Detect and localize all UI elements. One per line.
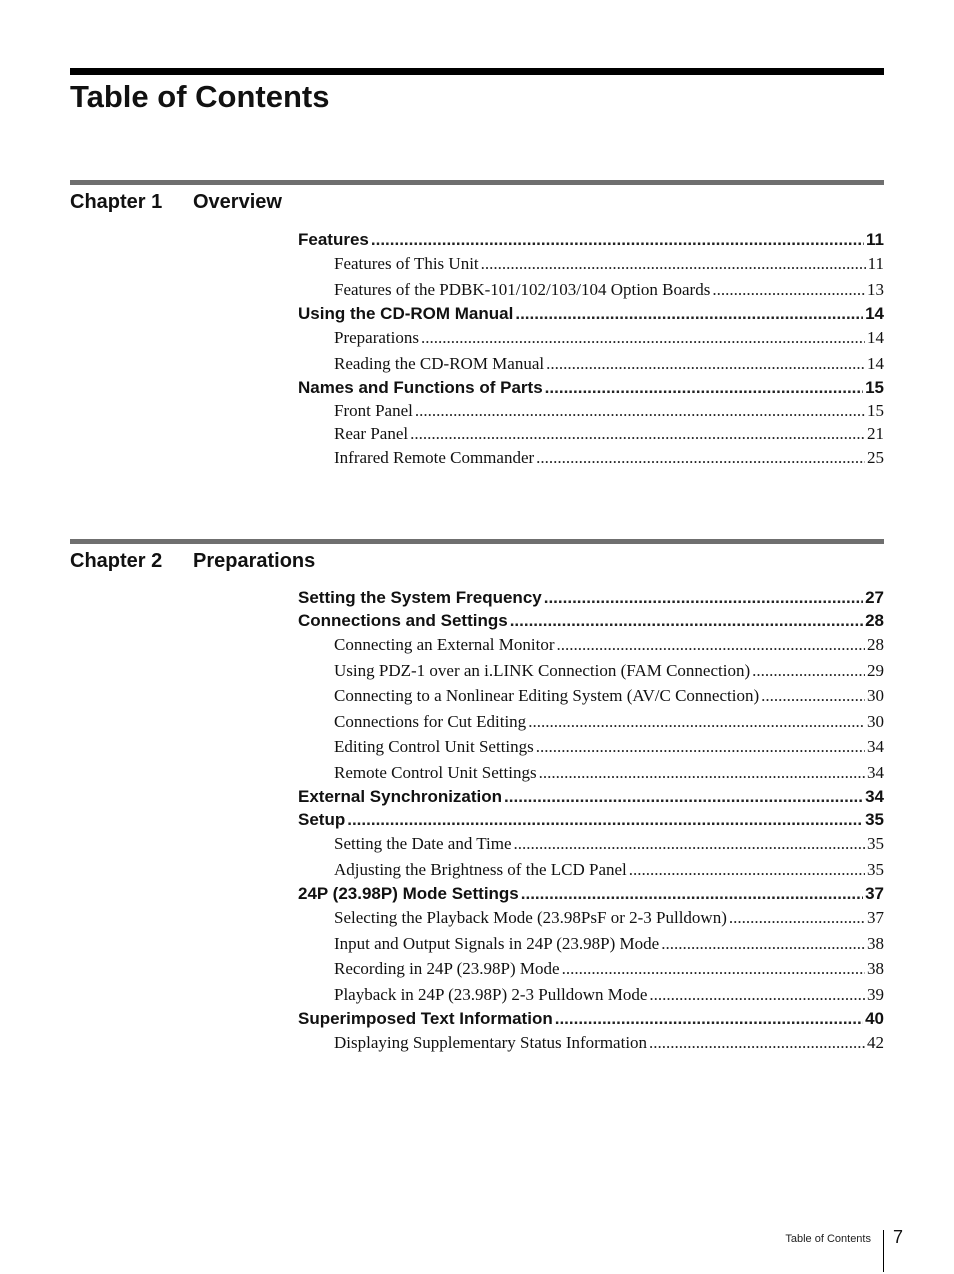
toc-page-number: 37	[865, 884, 884, 903]
toc-subentry[interactable]	[298, 422, 884, 445]
toc-subentry[interactable]	[298, 445, 884, 471]
toc-entry-title: Using the CD-ROM Manual	[298, 304, 514, 323]
toc-entry[interactable]	[298, 376, 884, 399]
toc-entry-title: Features of This Unit	[334, 254, 479, 273]
toc-page-number: 37	[867, 908, 884, 927]
toc-subentry[interactable]	[298, 251, 884, 277]
toc-entry[interactable]	[298, 882, 884, 905]
toc-entry-title: Setting the Date and Time	[334, 834, 512, 853]
page-number: 7	[893, 1227, 904, 1247]
toc-entry-title: External Synchronization	[298, 787, 503, 806]
toc-subentry[interactable]	[298, 760, 884, 786]
toc-entry[interactable]	[298, 808, 884, 831]
toc-page-number: 11	[866, 230, 884, 249]
toc-page-number: 40	[865, 1009, 884, 1028]
toc-entry-title: Names and Functions of Parts	[298, 378, 543, 397]
toc-page-number: 30	[867, 686, 884, 705]
toc-entry-title: Features	[298, 230, 369, 249]
chapter-2-section	[70, 539, 884, 1052]
chapter-rule	[70, 180, 884, 185]
toc-page-number: 38	[867, 959, 884, 978]
toc-page-number: 25	[867, 448, 884, 467]
toc-entry-title: 24P (23.98P) Mode Settings	[298, 884, 519, 903]
toc-entry-title: Setup	[298, 810, 346, 829]
toc-subentry[interactable]	[298, 709, 884, 735]
toc-entry-title: Remote Control Unit Settings	[334, 762, 537, 782]
dot-leader	[504, 785, 863, 808]
dot-leader	[555, 1007, 863, 1030]
toc-page-number: 34	[865, 787, 884, 806]
toc-entry[interactable]	[298, 302, 884, 325]
toc-entry-title: Recording in 24P (23.98P) Mode	[334, 959, 560, 978]
toc-list	[298, 228, 884, 471]
toc-page-number: 35	[867, 859, 884, 879]
dot-leader	[536, 734, 865, 760]
toc-page-number: 14	[867, 353, 884, 373]
toc-subentry[interactable]	[298, 325, 884, 351]
toc-entry-title: Superimposed Text Information	[298, 1009, 553, 1028]
dot-leader	[515, 302, 863, 325]
toc-page-number: 42	[867, 1033, 884, 1052]
toc-subentry[interactable]	[298, 982, 884, 1008]
toc-page-number: 30	[867, 711, 884, 731]
toc-entry-title: Adjusting the Brightness of the LCD Panel	[334, 859, 627, 879]
toc-page-number: 15	[867, 401, 884, 420]
footer-divider	[883, 1230, 884, 1272]
toc-subentry[interactable]	[298, 1030, 884, 1056]
toc-subentry[interactable]	[298, 734, 884, 760]
dot-leader	[752, 658, 865, 684]
toc-entry[interactable]	[298, 1007, 884, 1030]
toc-page-number: 14	[867, 328, 884, 347]
footer-section-label: Table of Contents	[785, 1233, 871, 1245]
chapter-number: Chapter 2	[70, 550, 163, 572]
toc-entry-title: Infrared Remote Commander	[334, 448, 535, 467]
dot-leader	[528, 709, 865, 735]
toc-page-number: 39	[867, 984, 884, 1004]
toc-page-number: 34	[867, 762, 884, 782]
toc-entry-title: Displaying Supplementary Status Information	[334, 1033, 648, 1052]
toc-page-number: 29	[867, 660, 884, 680]
toc-entry-title: Preparations	[334, 328, 419, 347]
dot-leader	[729, 905, 865, 931]
toc-entry-title: Rear Panel	[334, 424, 409, 443]
dot-leader	[421, 325, 865, 351]
dot-leader	[539, 760, 865, 786]
toc-subentry[interactable]	[298, 857, 884, 883]
toc-subentry[interactable]	[298, 399, 884, 422]
chapter-title: Preparations	[193, 550, 316, 572]
toc-entry-title: Editing Control Unit Settings	[334, 737, 534, 756]
toc-subentry[interactable]	[298, 931, 884, 957]
toc-page-number: 28	[865, 611, 884, 630]
toc-entry-title: Connecting to a Nonlinear Editing System (AV/C Connection)	[334, 686, 760, 705]
toc-page-number: 11	[867, 254, 884, 273]
toc-entry-title: Selecting the Playback Mode (23.98PsF or 2-3 Pulldown)	[334, 908, 727, 927]
dot-leader	[761, 683, 865, 709]
dot-leader	[410, 422, 865, 445]
toc-page-number: 14	[865, 304, 884, 323]
toc-subentry[interactable]	[298, 351, 884, 377]
title-rule	[70, 68, 884, 75]
dot-leader	[521, 882, 863, 905]
toc-subentry[interactable]	[298, 632, 884, 658]
toc-list	[298, 586, 884, 1056]
dot-leader	[347, 808, 863, 831]
toc-subentry[interactable]	[298, 831, 884, 857]
chapter-number: Chapter 1	[70, 191, 163, 213]
dot-leader	[545, 376, 863, 399]
dot-leader	[562, 956, 865, 982]
dot-leader	[649, 982, 865, 1008]
toc-page-number: 35	[865, 810, 884, 829]
toc-entry[interactable]	[298, 586, 884, 609]
chapter-title: Overview	[193, 191, 282, 213]
toc-page-number: 21	[867, 424, 884, 443]
chapter-heading	[70, 189, 884, 215]
toc-entry-title: Using PDZ-1 over an i.LINK Connection (FAM Connection)	[334, 660, 751, 680]
toc-entry[interactable]	[298, 785, 884, 808]
dot-leader	[544, 586, 863, 609]
dot-leader	[712, 277, 865, 303]
dot-leader	[371, 228, 864, 251]
dot-leader	[415, 399, 865, 422]
dot-leader	[536, 445, 865, 471]
toc-entry[interactable]	[298, 228, 884, 251]
chapter-heading	[70, 548, 884, 574]
toc-entry[interactable]	[298, 609, 884, 632]
dot-leader	[514, 831, 865, 857]
toc-entry-title: Setting the System Frequency	[298, 588, 542, 607]
toc-page-number: 27	[865, 588, 884, 607]
toc-entry-title: Connecting an External Monitor	[334, 635, 555, 654]
toc-page-number: 15	[865, 378, 884, 397]
page-title: Table of Contents	[70, 79, 330, 114]
toc-subentry[interactable]	[298, 905, 884, 931]
toc-entry-title: Front Panel	[334, 401, 413, 420]
toc-entry-title: Reading the CD-ROM Manual	[334, 353, 545, 373]
dot-leader	[510, 609, 863, 632]
toc-subentry[interactable]	[298, 956, 884, 982]
toc-page-number: 28	[867, 635, 884, 654]
dot-leader	[556, 632, 865, 658]
toc-entry-title: Connections and Settings	[298, 611, 508, 630]
chapter-rule	[70, 539, 884, 544]
toc-page-number: 35	[867, 834, 884, 853]
toc-entry-title: Connections for Cut Editing	[334, 711, 527, 731]
dot-leader	[481, 251, 866, 277]
toc-subentry[interactable]	[298, 683, 884, 709]
chapter-1-section	[70, 180, 884, 467]
toc-page-number: 38	[867, 933, 884, 953]
toc-page-number: 34	[867, 737, 884, 756]
toc-page-number: 13	[867, 279, 884, 299]
toc-entry-title: Features of the PDBK-101/102/103/104 Option Boards	[334, 279, 711, 299]
toc-entry-title: Playback in 24P (23.98P) 2-3 Pulldown Mode	[334, 984, 648, 1004]
dot-leader	[661, 931, 865, 957]
dot-leader	[546, 351, 865, 377]
dot-leader	[649, 1030, 865, 1056]
toc-subentry[interactable]	[298, 658, 884, 684]
toc-subentry[interactable]	[298, 277, 884, 303]
toc-entry-title: Input and Output Signals in 24P (23.98P) Mode	[334, 933, 660, 953]
dot-leader	[629, 857, 865, 883]
